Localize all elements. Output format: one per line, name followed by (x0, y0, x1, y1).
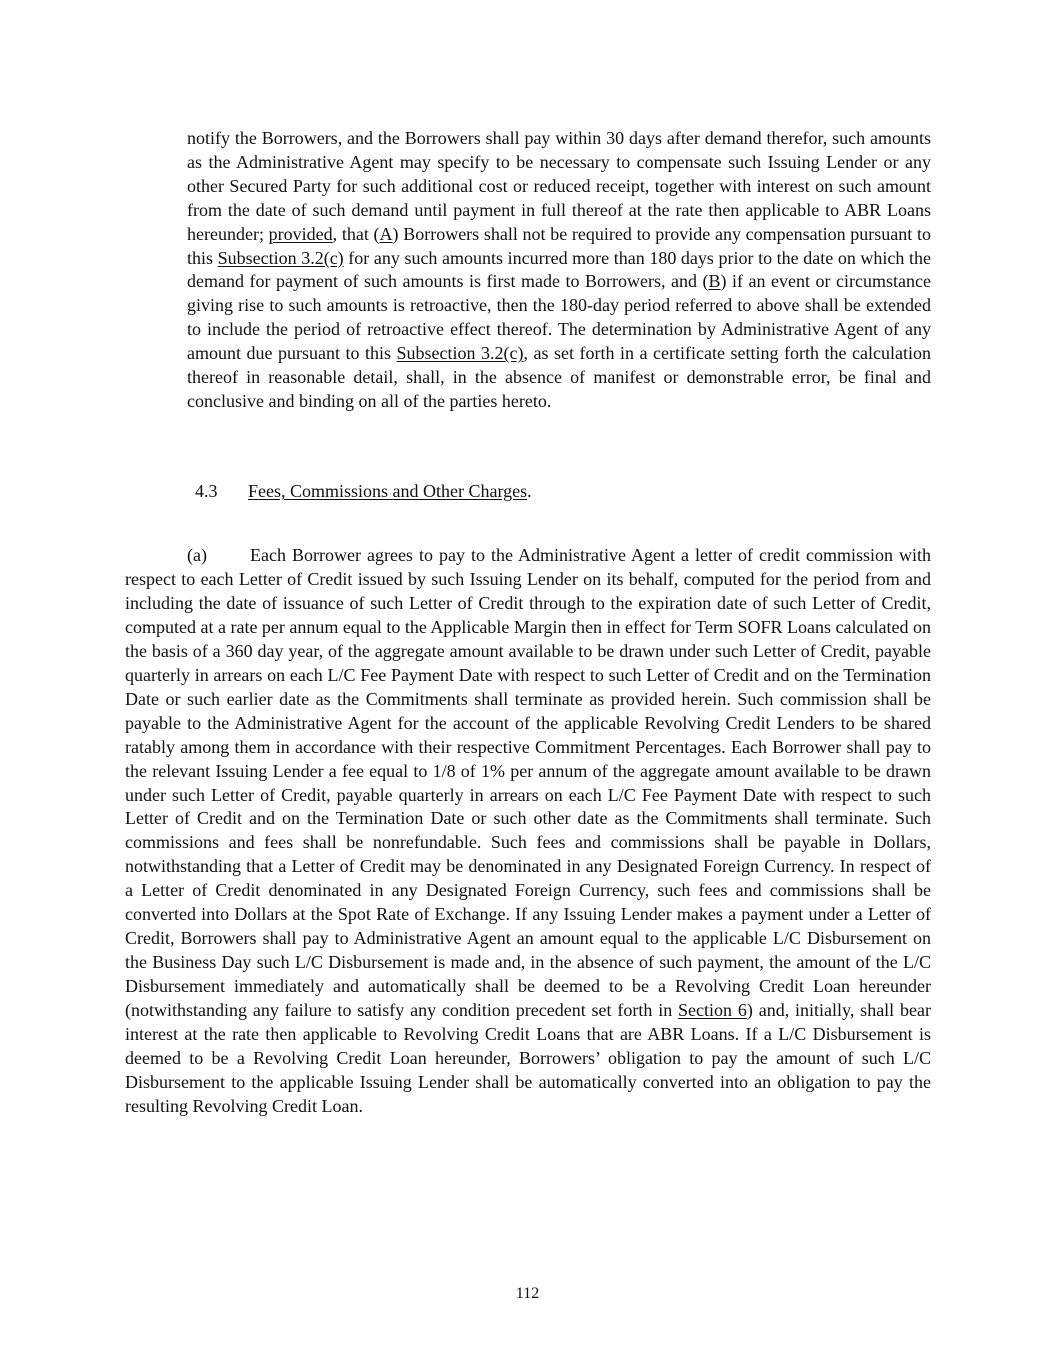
paragraph-text: , that ( (332, 223, 380, 244)
subsection-a-paragraph (125, 544, 931, 1119)
section-heading (195, 479, 532, 503)
page-number: 112 (515, 1285, 540, 1302)
subsection-reference: Subsection 3.2(c) (217, 247, 344, 268)
paragraph-text: , as set forth in a certificate setting forth the calculation thereof in reasonable detail, shall, in the absence of manifest or demonstrable error, be final and conclusive and binding on all of the parties hereto. (187, 343, 931, 411)
subsection-reference: Subsection 3.2(c) (396, 343, 524, 364)
paragraph-text: ) Borrowers shall not be required to provide any compensation pursuant to this (187, 223, 931, 268)
clause-a-marker: A (379, 223, 393, 244)
paragraph-text: ) and, initially, shall bear interest at the rate then applicable to Revolving Credit Loans that are ABR Loans. If a L/C Disbursement is deemed to be a Revolving Credit Loan hereunder, Borrowers’ obligation to pay the amount of such L/C Disbursement to the applicable Issuing Lender shall be automatically converted into an obligation to pay the resulting Revolving Credit Loan. (125, 1000, 931, 1116)
paragraph-text: notify the Borrowers, and the Borrowers shall pay within 30 days after demand therefor, such amounts as the Administrative Agent may specify to be necessary to compensate such Issuing Lender or any other Secured Party for such additional cost or reduced receipt, together with interest on such amount from the date of such demand until payment in full thereof at the rate then applicable to ABR Loans hereunder; (187, 128, 931, 244)
paragraph-text: ) if an event or circumstance giving rise to such amounts is retroactive, then the 180-day period referred to above shall be extended to include the period of retroactive effect thereof. The determination by Administrative Agent of any amount due pursuant to this (187, 271, 931, 364)
section-title: Fees, Commissions and Other Charges (248, 481, 528, 501)
paragraph-text: Each Borrower agrees to pay to the Administrative Agent a letter of credit commission with respect to each Letter of Credit issued by such Issuing Lender on its behalf, computed for the period from and including the date of issuance of such Letter of Credit through to the expiration date of such Letter of Credit, computed at a rate per annum equal to the Applicable Margin then in effect for Term SOFR Loans calculated on the basis of a 360 day year, of the aggregate amount available to be drawn under such Letter of Credit, payable quarterly in arrears on each L/C Fee Payment Date with respect to such Letter of Credit and on the Termination Date or such earlier date as the Commitments shall terminate as provided herein. Such commission shall be payable to the Administrative Agent for the account of the applicable Revolving Credit Lenders to be shared ratably among them in accordance with their respective Commitment Percentages. Each Borrower shall pay to the relevant Issuing Lender a fee equal to 1/8 of 1% per annum of the aggregate amount available to be drawn under such Letter of Credit, payable quarterly in arrears on each L/C Fee Payment Date with respect to such Letter of Credit and on the Termination Date or such other date as the Commitments shall terminate. Such commissions and fees shall be nonrefundable. Such fees and commissions shall be payable in Dollars, notwithstanding that a Letter of Credit may be denominated in any Designated Foreign Currency. In respect of a Letter of Credit denominated in any Designated Foreign Currency, such fees and commissions shall be converted into Dollars at the Spot Rate of Exchange. If any Issuing Lender makes a payment under a Letter of Credit, Borrowers shall pay to Administrative Agent an amount equal to the applicable L/C Disbursement on the Business Day such L/C Disbursement is made and, in the absence of such payment, the amount of the L/C Disbursement immediately and automatically shall be deemed to be a Revolving Credit Loan hereunder (notwithstanding any failure to satisfy any condition precedent set forth in (125, 545, 931, 1021)
section-number: 4.3 (195, 481, 218, 501)
section-reference: Section 6 (678, 1000, 747, 1021)
subsection-label: (a) (187, 545, 207, 565)
paragraph-text: for any such amounts incurred more than 180 days prior to the date on which the demand for payment of such amounts is first made to Borrowers, and ( (187, 247, 932, 292)
clause-b-marker: B (708, 271, 721, 292)
continued-paragraph (187, 127, 931, 414)
section-title-period: . (527, 481, 532, 501)
provided-term: provided (268, 223, 333, 244)
